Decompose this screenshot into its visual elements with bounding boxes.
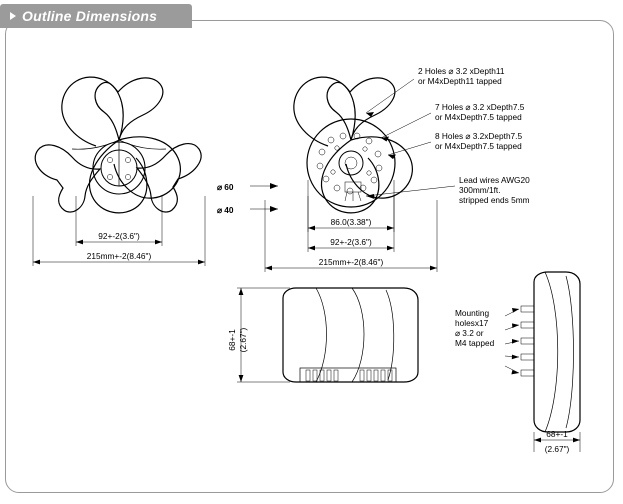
side-depth-dimension-label-line2: (2.67") bbox=[238, 327, 248, 353]
end-depth-dimension-label-line1: 68+-1 bbox=[546, 429, 568, 439]
label-2-holes-line2: or M4xDepth11 tapped bbox=[418, 76, 502, 86]
label-2-holes-line1: 2 Holes ⌀ 3.2 xDepth11 bbox=[418, 66, 505, 76]
label-dia-40: ⌀ 40 bbox=[217, 205, 234, 215]
label-mounting-line2: holesx17 bbox=[455, 318, 489, 328]
label-lead-wires-line3: stripped ends 5mm bbox=[459, 195, 530, 205]
mounting-fins bbox=[521, 306, 534, 376]
rear-outer-dimension bbox=[265, 200, 437, 272]
rear-inner-dimension-label: 92+-2(3.6") bbox=[330, 237, 372, 247]
bolt-circle-dimension bbox=[308, 180, 394, 232]
label-lead-wires-line2: 300mm/1ft. bbox=[459, 185, 501, 195]
label-mounting-line4: M4 tapped bbox=[455, 338, 495, 348]
label-7-holes-line1: 7 Holes ⌀ 3.2 xDepth7.5 bbox=[435, 102, 525, 112]
front-outer-dimension-label: 215mm+-2(8.46") bbox=[86, 251, 152, 261]
label-dia-60: ⌀ 60 bbox=[217, 182, 234, 192]
end-depth-dimension-label-line2: (2.67") bbox=[544, 444, 570, 454]
label-8-holes-line1: 8 Holes ⌀ 3.2xDepth7.5 bbox=[435, 131, 523, 141]
leader-mounting-holes bbox=[455, 308, 519, 374]
bolt-circle-dimension-label: 86.0(3.38") bbox=[330, 217, 372, 227]
label-7-holes-line2: or M4xDepth7.5 tapped bbox=[435, 112, 522, 122]
rear-outer-dimension-label: 215mm+-2(8.46") bbox=[318, 257, 384, 267]
side-view bbox=[227, 288, 418, 382]
end-view bbox=[455, 272, 580, 454]
label-lead-wires-line1: Lead wires AWG20 bbox=[459, 175, 530, 185]
diameter-callouts bbox=[217, 182, 278, 215]
end-depth-dimension bbox=[534, 429, 580, 454]
side-depth-dimension-label-line1: 68+-1 bbox=[227, 329, 237, 351]
label-mounting-line1: Mounting bbox=[455, 308, 490, 318]
hole-pattern bbox=[317, 133, 382, 201]
rear-view-fan bbox=[217, 66, 530, 272]
page-title: Outline Dimensions bbox=[22, 8, 158, 24]
side-depth-dimension bbox=[227, 288, 290, 382]
label-8-holes-line2: or M4xDepth7.5 tapped bbox=[435, 141, 522, 151]
front-view-fan bbox=[33, 77, 205, 266]
label-mounting-line3: ⌀ 3.2 or bbox=[455, 328, 484, 338]
front-inner-dimension bbox=[76, 196, 162, 246]
front-inner-dimension-label: 92+-2(3.6") bbox=[98, 231, 140, 241]
leader-lead-wires bbox=[366, 175, 530, 205]
